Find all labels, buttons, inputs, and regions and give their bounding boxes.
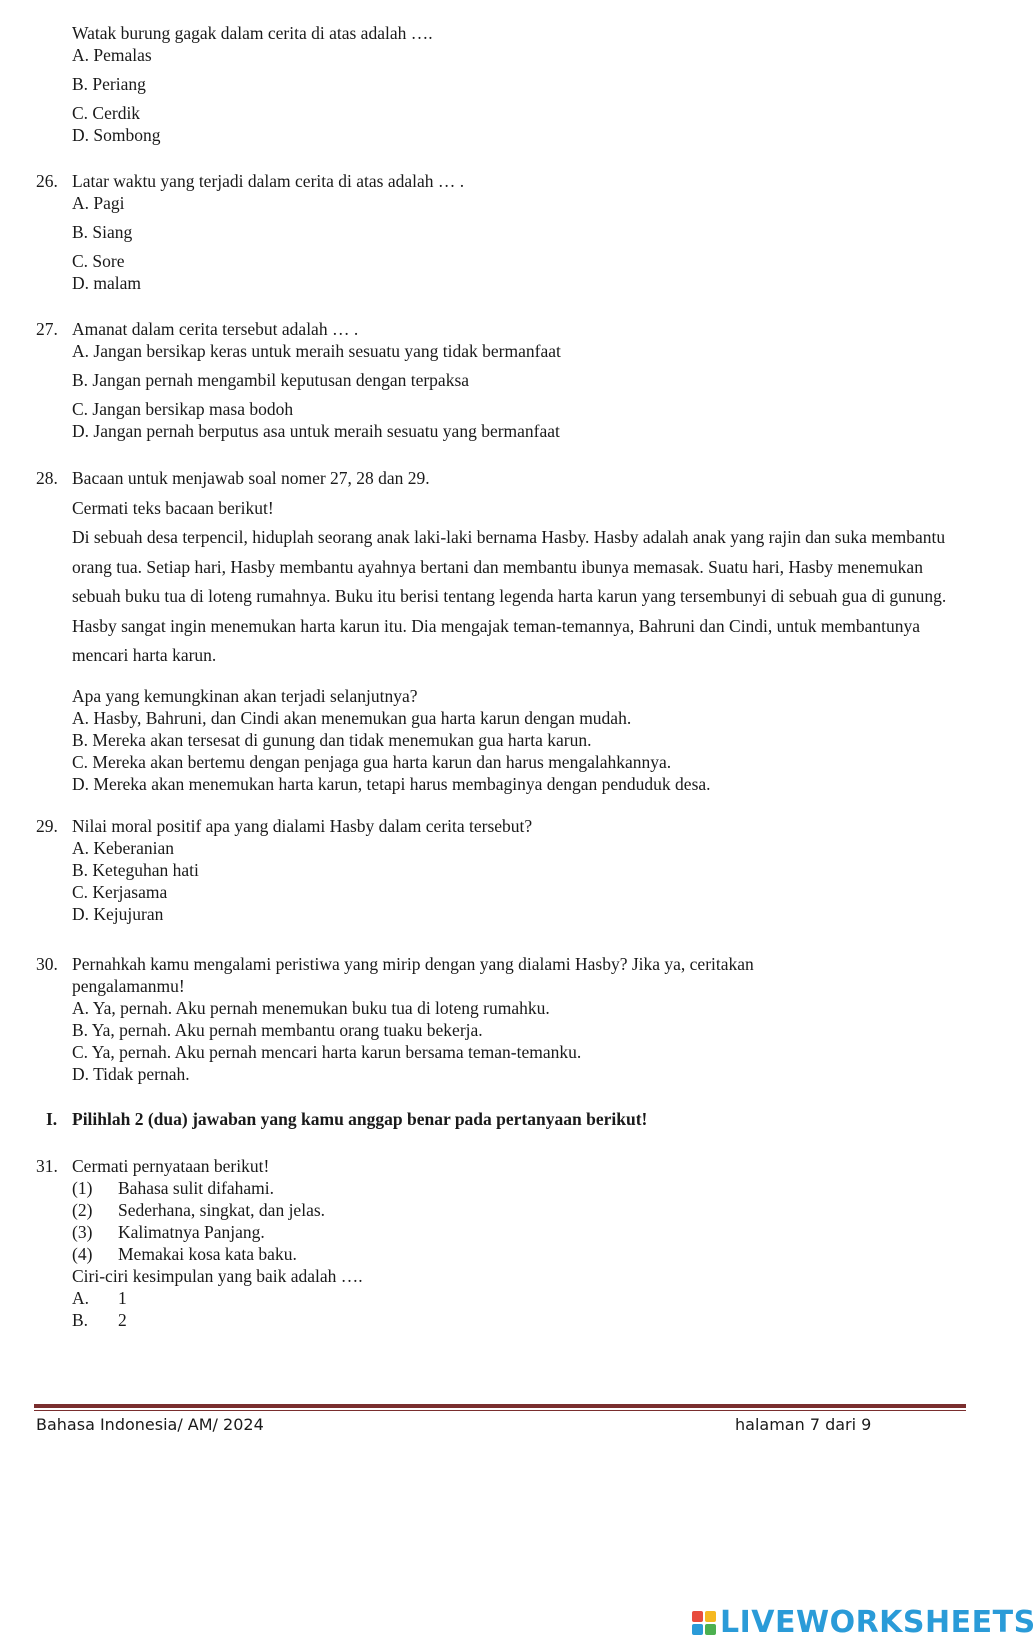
- question-30: [36, 953, 966, 1085]
- option-a[interactable]: A. Pemalas: [72, 45, 152, 65]
- question-number: 26.: [36, 171, 58, 191]
- question-26: [36, 170, 966, 294]
- option-d[interactable]: D. malam: [72, 273, 142, 293]
- option-a[interactable]: A. Jangan bersikap keras untuk meraih sesuatu yang tidak bermanfaat: [72, 341, 561, 361]
- question-text: Latar waktu yang terjadi dalam cerita di atas adalah … .: [72, 171, 465, 191]
- option-c[interactable]: C. Cerdik: [72, 103, 141, 123]
- question-text: Nilai moral positif apa yang dialami Hasby dalam cerita tersebut?: [72, 816, 533, 836]
- statement-2: (2) Sederhana, singkat, dan jelas.: [72, 1200, 326, 1220]
- option-c[interactable]: C. Kerjasama: [72, 882, 168, 902]
- question-number: 31.: [36, 1156, 58, 1176]
- section-number: I.: [46, 1109, 58, 1129]
- option-d[interactable]: D. Jangan pernah berputus asa untuk meraih sesuatu yang bermanfaat: [72, 421, 560, 441]
- option-b[interactable]: B. Keteguhan hati: [72, 860, 199, 880]
- footer-page-number: halaman 7 dari 9: [735, 1415, 872, 1434]
- option-c[interactable]: C. Jangan bersikap masa bodoh: [72, 399, 294, 419]
- question-number: 30.: [36, 954, 58, 974]
- option-c[interactable]: C. Sore: [72, 251, 125, 271]
- liveworksheets-logo: [692, 1605, 1036, 1640]
- question-31: [36, 1155, 966, 1331]
- statement-3: (3) Kalimatnya Panjang.: [72, 1222, 265, 1242]
- option-a[interactable]: A. Hasby, Bahruni, dan Cindi akan menemukan gua harta karun dengan mudah.: [72, 707, 632, 728]
- question-number: 27.: [36, 319, 58, 339]
- option-d[interactable]: D. Kejujuran: [72, 904, 164, 924]
- question-text: Apa yang kemungkinan akan terjadi selanjutnya?: [72, 685, 418, 706]
- question-text: Amanat dalam cerita tersebut adalah … .: [72, 319, 359, 339]
- question-28: [36, 467, 966, 795]
- option-b[interactable]: B. Mereka akan tersesat di gunung dan tidak menemukan gua harta karun.: [72, 729, 592, 750]
- section-i-heading: [36, 1108, 966, 1130]
- liveworksheets-logo-icon: [692, 1611, 716, 1635]
- brand-name: LIVEWORKSHEETS: [720, 1605, 1036, 1640]
- option-d[interactable]: D. Tidak pernah.: [72, 1064, 190, 1084]
- question-25: [36, 22, 966, 146]
- option-a[interactable]: A. Ya, pernah. Aku pernah menemukan buku tua di loteng rumahku.: [72, 998, 550, 1018]
- option-b[interactable]: B. 2: [72, 1310, 127, 1330]
- option-d[interactable]: D. Mereka akan menemukan harta karun, tetapi harus membaginya dengan penduduk desa.: [72, 773, 711, 794]
- question-27: [36, 318, 966, 442]
- option-c[interactable]: C. Ya, pernah. Aku pernah mencari harta karun bersama teman-temanku.: [72, 1042, 582, 1062]
- question-29: [36, 815, 966, 925]
- option-a[interactable]: A. Pagi: [72, 193, 125, 213]
- question-text-line-1: Pernahkah kamu mengalami peristiwa yang mirip dengan yang dialami Hasby? Jika ya, ceritakan: [72, 954, 754, 974]
- option-a[interactable]: A. 1: [72, 1288, 127, 1308]
- option-b[interactable]: B. Periang: [72, 74, 146, 94]
- reading-instruction: Cermati teks bacaan berikut!: [72, 498, 274, 518]
- question-instruction: Cermati pernyataan berikut!: [72, 1156, 270, 1176]
- option-d[interactable]: D. Sombong: [72, 125, 161, 145]
- option-c[interactable]: C. Mereka akan bertemu dengan penjaga gua harta karun dan harus mengalahkannya.: [72, 751, 672, 772]
- footer-divider-thin: [34, 1410, 966, 1411]
- reading-intro: Bacaan untuk menjawab soal nomer 27, 28 dan 29.: [72, 468, 430, 488]
- question-text-line-2: pengalamanmu!: [72, 976, 185, 996]
- question-number: 28.: [36, 468, 58, 488]
- footer-divider: [34, 1404, 966, 1408]
- question-text: Watak burung gagak dalam cerita di atas adalah ….: [72, 23, 433, 43]
- reading-passage: Di sebuah desa terpencil, hiduplah seorang anak laki-laki bernama Hasby. Hasby adalah anak yang rajin dan suka membantu orang tua. Setiap hari, Hasby membantu ayahnya bertani dan membantu ibunya memasak. Suatu hari, Hasby menemukan sebuah buku tua di loteng rumahnya. Buku itu berisi tentang legenda harta karun yang tersembunyi di sebuah gua di gunung. Hasby sangat ingin menemukan harta karun itu. Dia mengajak teman-temannya, Bahruni dan Cindi, untuk membantunya mencari harta karun.: [72, 527, 947, 665]
- option-b[interactable]: B. Jangan pernah mengambil keputusan dengan terpaksa: [72, 370, 470, 390]
- statement-4: (4) Memakai kosa kata baku.: [72, 1244, 297, 1264]
- option-b[interactable]: B. Ya, pernah. Aku pernah membantu orang tuaku bekerja.: [72, 1020, 483, 1040]
- question-text: Ciri-ciri kesimpulan yang baik adalah ….: [72, 1266, 363, 1286]
- statement-1: (1) Bahasa sulit difahami.: [72, 1178, 275, 1198]
- question-number: 29.: [36, 816, 58, 836]
- option-b[interactable]: B. Siang: [72, 222, 133, 242]
- footer-subject: Bahasa Indonesia/ AM/ 2024: [36, 1415, 264, 1434]
- section-title: Pilihlah 2 (dua) jawaban yang kamu anggap benar pada pertanyaan berikut!: [72, 1109, 648, 1129]
- option-a[interactable]: A. Keberanian: [72, 838, 175, 858]
